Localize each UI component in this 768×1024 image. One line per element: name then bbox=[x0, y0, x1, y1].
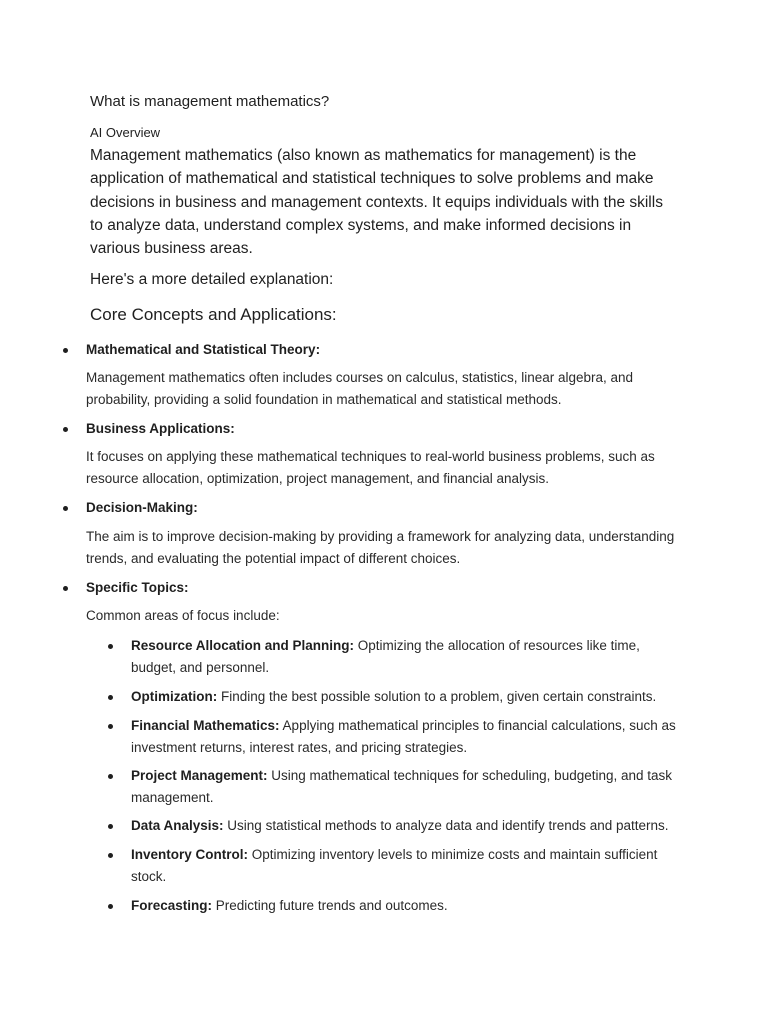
topic-text: Applying mathematical principles to financial calculations, such as investment returns, interest rates, and pricing strategies. bbox=[131, 718, 676, 755]
topic-term: Optimization: bbox=[131, 689, 218, 704]
topic-text: Predicting future trends and outcomes. bbox=[212, 898, 448, 913]
bullet-marker bbox=[63, 348, 68, 353]
bullet-marker bbox=[108, 904, 113, 909]
ai-overview-label: AI Overview bbox=[90, 125, 161, 140]
topic-item bbox=[131, 895, 681, 917]
question-heading: What is management mathematics? bbox=[90, 93, 330, 110]
overview-summary: Management mathematics (also known as mathematics for management) is the application of mathematical and statistical techniques to solve problems and make decisions in business and management contexts. It equips individuals with the skills to analyze data, understand complex systems, and make informed decisions in various business areas. bbox=[90, 147, 663, 258]
topic-term: Financial Mathematics: bbox=[131, 718, 280, 733]
section-heading: Core Concepts and Applications: bbox=[90, 305, 337, 324]
item-description-decision: The aim is to improve decision-making by providing a framework for analyzing data, understanding trends, and evaluating the potential impact of different choices. bbox=[86, 529, 675, 566]
bullet-marker bbox=[63, 586, 68, 591]
item-description-theory: Management mathematics often includes courses on calculus, statistics, linear algebra, and probability, providing a solid foundation in mathematical and statistical methods. bbox=[86, 370, 634, 407]
bullet-marker bbox=[108, 853, 113, 858]
intro-text: Here's a more detailed explanation: bbox=[90, 271, 334, 288]
bullet-marker bbox=[108, 824, 113, 829]
topic-term: Data Analysis: bbox=[131, 818, 224, 833]
topic-item bbox=[131, 686, 681, 708]
topic-text: Optimizing inventory levels to minimize costs and maintain sufficient stock. bbox=[131, 847, 658, 884]
topic-text: Using mathematical techniques for scheduling, budgeting, and task management. bbox=[131, 768, 673, 805]
item-title-decision: Decision-Making: bbox=[86, 500, 198, 515]
bullet-marker bbox=[108, 695, 113, 700]
topic-text: Optimizing the allocation of resources like time, budget, and personnel. bbox=[131, 638, 640, 675]
topic-item bbox=[131, 844, 681, 887]
bullet-marker bbox=[108, 774, 113, 779]
topic-text: Using statistical methods to analyze data and identify trends and patterns. bbox=[223, 818, 669, 833]
topic-term: Project Management: bbox=[131, 768, 268, 783]
topic-item bbox=[131, 815, 681, 837]
item-title-theory: Mathematical and Statistical Theory: bbox=[86, 342, 321, 357]
topic-term: Resource Allocation and Planning: bbox=[131, 638, 355, 653]
item-title-topics: Specific Topics: bbox=[86, 580, 189, 595]
topic-item bbox=[131, 715, 681, 758]
item-description-topics: Common areas of focus include: bbox=[86, 608, 280, 623]
bullet-marker bbox=[108, 724, 113, 729]
topic-term: Forecasting: bbox=[131, 898, 213, 913]
topic-item bbox=[131, 765, 681, 808]
bullet-marker bbox=[63, 427, 68, 432]
topic-term: Inventory Control: bbox=[131, 847, 248, 862]
item-title-business: Business Applications: bbox=[86, 421, 235, 436]
bullet-marker bbox=[108, 644, 113, 649]
item-description-business: It focuses on applying these mathematical techniques to real-world business problems, such as resource allocation, optimization, project management, and financial analysis. bbox=[86, 449, 655, 486]
topic-item bbox=[131, 635, 681, 678]
topic-text: Finding the best possible solution to a problem, given certain constraints. bbox=[217, 689, 657, 704]
bullet-marker bbox=[63, 506, 68, 511]
